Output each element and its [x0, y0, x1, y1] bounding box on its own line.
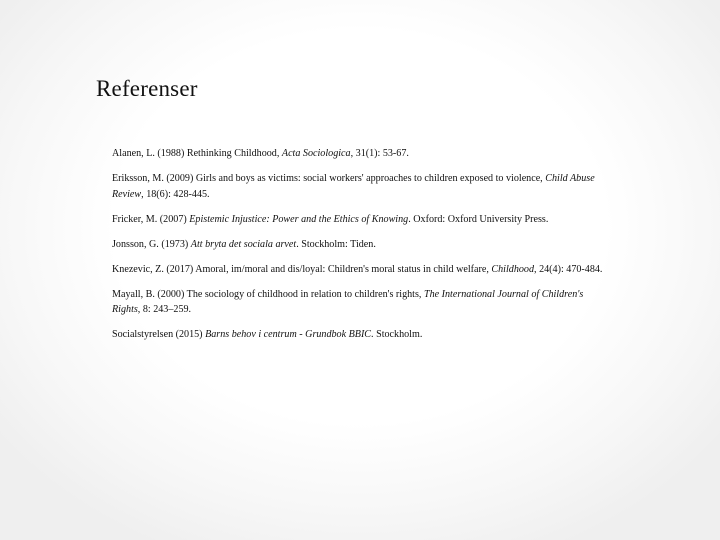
reference-list [112, 146, 608, 352]
reference-source: Epistemic Injustice: Power and the Ethics of Knowing [189, 213, 409, 225]
reference-details: . Oxford: Oxford University Press. [408, 213, 549, 225]
reference-item [112, 171, 608, 202]
reference-details: , 8: 243–259. [137, 304, 192, 316]
reference-text: Alanen, L. (1988) Rethinking Childhood, [112, 148, 282, 159]
reference-details: , 18(6): 428-445. [141, 188, 210, 200]
reference-item [112, 262, 608, 277]
reference-item [112, 237, 608, 252]
reference-item [112, 287, 608, 318]
slide-title: Referenser [96, 76, 198, 101]
reference-item [112, 146, 608, 161]
reference-text: Fricker, M. (2007) [112, 213, 190, 225]
reference-details: . Stockholm: Tiden. [296, 238, 376, 250]
reference-text: Socialstyrelsen (2015) [112, 329, 206, 341]
reference-item [112, 327, 608, 342]
reference-source: Childhood [491, 263, 535, 275]
reference-text: Mayall, B. (2000) The sociology of childhood in relation to children's rights, [112, 288, 424, 300]
reference-text: Jonsson, G. (1973) [112, 238, 191, 250]
reference-source: The International Journal of Children's Rights [112, 288, 584, 316]
reference-source: Barns behov i centrum - Grundbok BBIC [205, 329, 372, 341]
reference-details: , 24(4): 470-484. [534, 263, 603, 275]
reference-text: Eriksson, M. (2009) Girls and boys as victims: social workers' approaches to children exposed to violence, [112, 173, 546, 185]
reference-source: Child Abuse Review [112, 173, 595, 200]
reference-text: Knezevic, Z. (2017) Amoral, im/moral and dis/loyal: Children's moral status in child welfare, [112, 263, 492, 275]
reference-details: . Stockholm. [371, 329, 423, 341]
reference-source: Att bryta det sociala arvet [190, 238, 297, 250]
reference-source: Acta Sociologica [281, 148, 351, 159]
reference-item [112, 212, 608, 227]
reference-details: , 31(1): 53-67. [350, 148, 409, 159]
